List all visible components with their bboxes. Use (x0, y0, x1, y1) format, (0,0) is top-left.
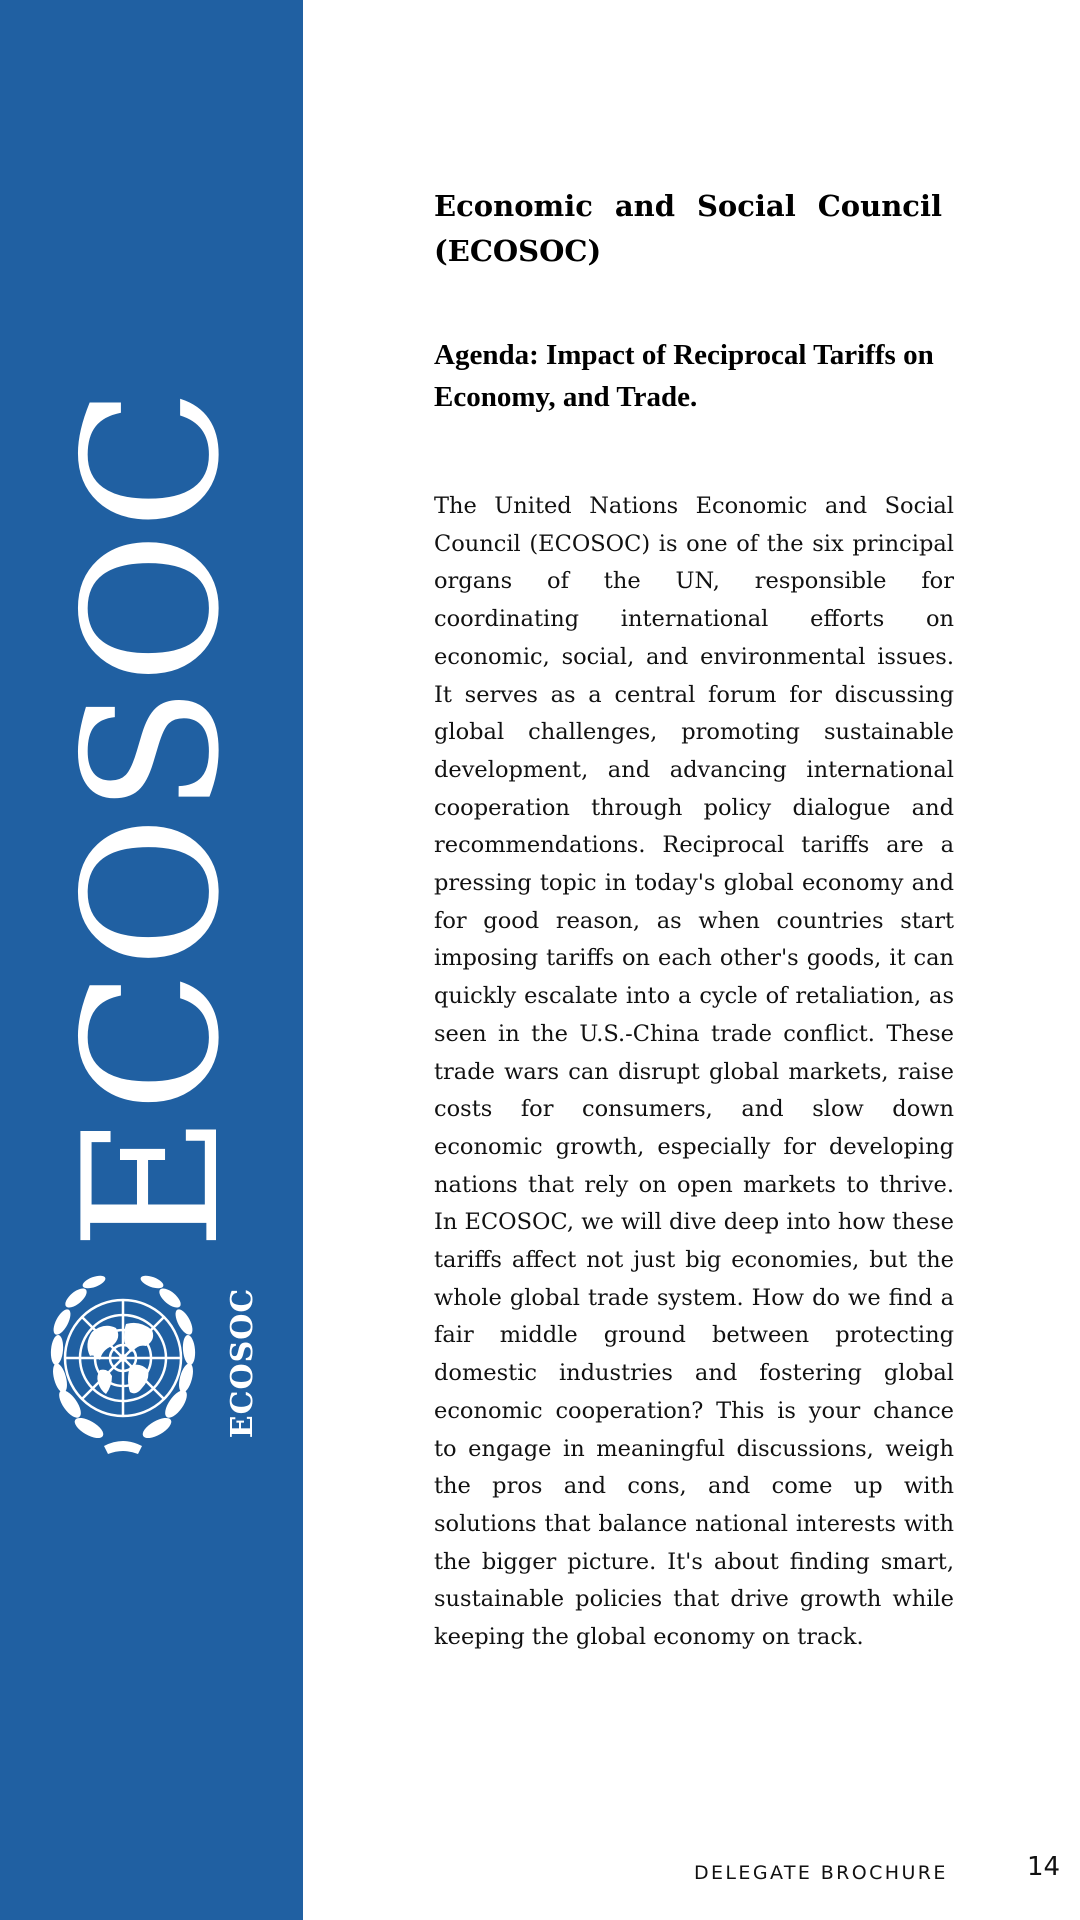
ecosoc-wordmark: ECOSOC (43, 385, 260, 1251)
emblem-label: ECOSOC (225, 1287, 260, 1439)
sidebar-band (0, 0, 303, 1920)
agenda-heading: Agenda: Impact of Reciprocal Tariffs on Economy, and Trade. (434, 339, 934, 413)
council-title: Economic and Social Council (ECOSOC) (434, 189, 942, 268)
footer-label: DELEGATE BROCHURE (694, 1862, 948, 1884)
page-number: 14 (1027, 1852, 1061, 1882)
body-paragraph: The United Nations Economic and Social Council (ECOSOC) is one of the six principal organs of the UN, responsible for coordinating international efforts on economic, social, and environmental issues. It serves as a central forum for discussing global challenges, promoting sustainable development, and advancing international cooperation through policy dialogue and recommendations. Reciprocal tariffs are a pressing topic in today's global economy and for good reason, as when countries start imposing tariffs on each other's goods, it can quickly escalate into a cycle of retaliation, as seen in the U.S.-China trade conflict. These trade wars can disrupt global markets, raise costs for consumers, and slow down economic growth, especially for developing nations that rely on open markets to thrive. In ECOSOC, we will dive deep into how these tariffs affect not just big economies, but the whole global trade system. How do we find a fair middle ground between protecting domestic industries and fostering global economic cooperation? This is your chance to engage in meaningful discussions, weigh the pros and cons, and come up with solutions that balance national interests with the bigger picture. It's about finding smart, sustainable policies that drive growth while keeping the global economy on track. (434, 493, 954, 1651)
un-emblem-icon (34, 1254, 212, 1466)
